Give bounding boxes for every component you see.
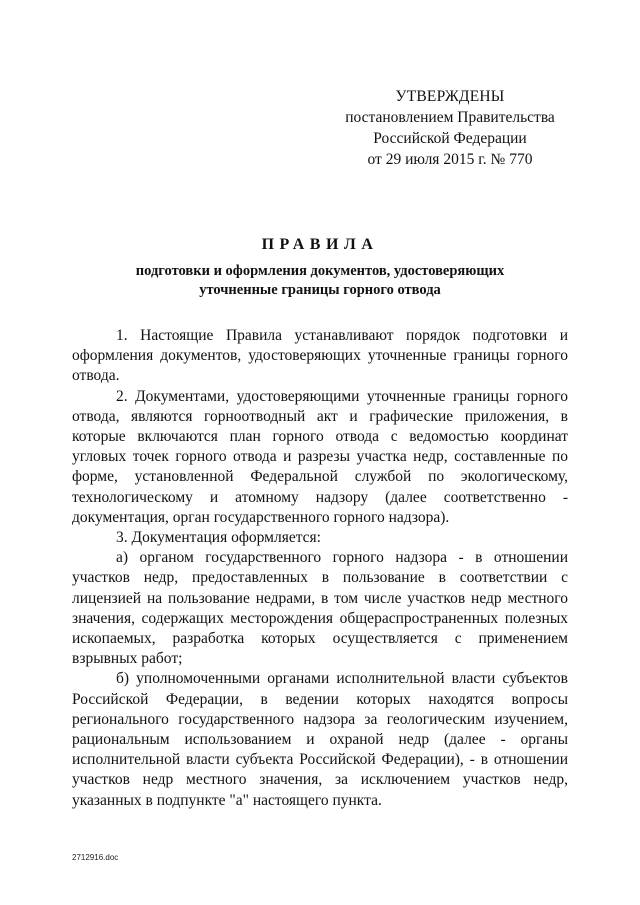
approval-line-3: от 29 июля 2015 г. № 770 [367, 151, 533, 168]
document-subtitle [72, 262, 568, 300]
approval-block [330, 86, 570, 170]
subtitle-line-2: уточненные границы горного отвода [199, 282, 441, 298]
paragraph-3: 3. Документация оформляется: [116, 529, 321, 547]
paragraph-1: 1. Настоящие Правила устанавливают порядок подготовки и оформления документов, удостоверяющих уточненные границы горного отвода. [72, 327, 568, 385]
paragraph-2: 2. Документами, удостоверяющими уточненные границы горного отвода, являются горноотводный акт и графические приложения, в которые включаются план горного отвода с ведомостью координат угловых точек горного отвода и разрезы участка недр, составленные по форме, установленной Федеральной службой по экологическому, технологическому и атомному надзору (далее соответственно - документация, орган государственного горного надзора). [72, 387, 568, 526]
title-block [72, 234, 568, 300]
approval-heading: УТВЕРЖДЕНЫ [395, 88, 505, 105]
approval-line-1: постановлением Правительства [345, 109, 555, 126]
document-title: ПРАВИЛА [261, 236, 379, 253]
paragraph-3a: а) органом государственного горного надзора - в отношении участков недр, предоставленных в пользование в соответствии с лицензией на пользование недрами, в том числе участков недр местного значения, содержащих месторождения общераспространенных полезных ископаемых, разработка которых осуществляется с применением взрывных работ; [72, 549, 568, 668]
file-name-footer: 2712916.doc [72, 853, 119, 862]
document-body [72, 326, 568, 811]
approval-line-2: Российской Федерации [373, 130, 527, 147]
paragraph-3b: б) уполномоченными органами исполнительной власти субъектов Российской Федерации, в ведении которых находятся вопросы регионального государственного надзора за геологическим изучением, рациональным использованием и охраной недр (далее - органы исполнительной власти субъекта Российской Федерации), - в отношении участков недр местного значения, за исключением участков недр, указанных в подпункте "а" настоящего пункта. [72, 670, 568, 809]
subtitle-line-1: подготовки и оформления документов, удостоверяющих [135, 263, 505, 279]
